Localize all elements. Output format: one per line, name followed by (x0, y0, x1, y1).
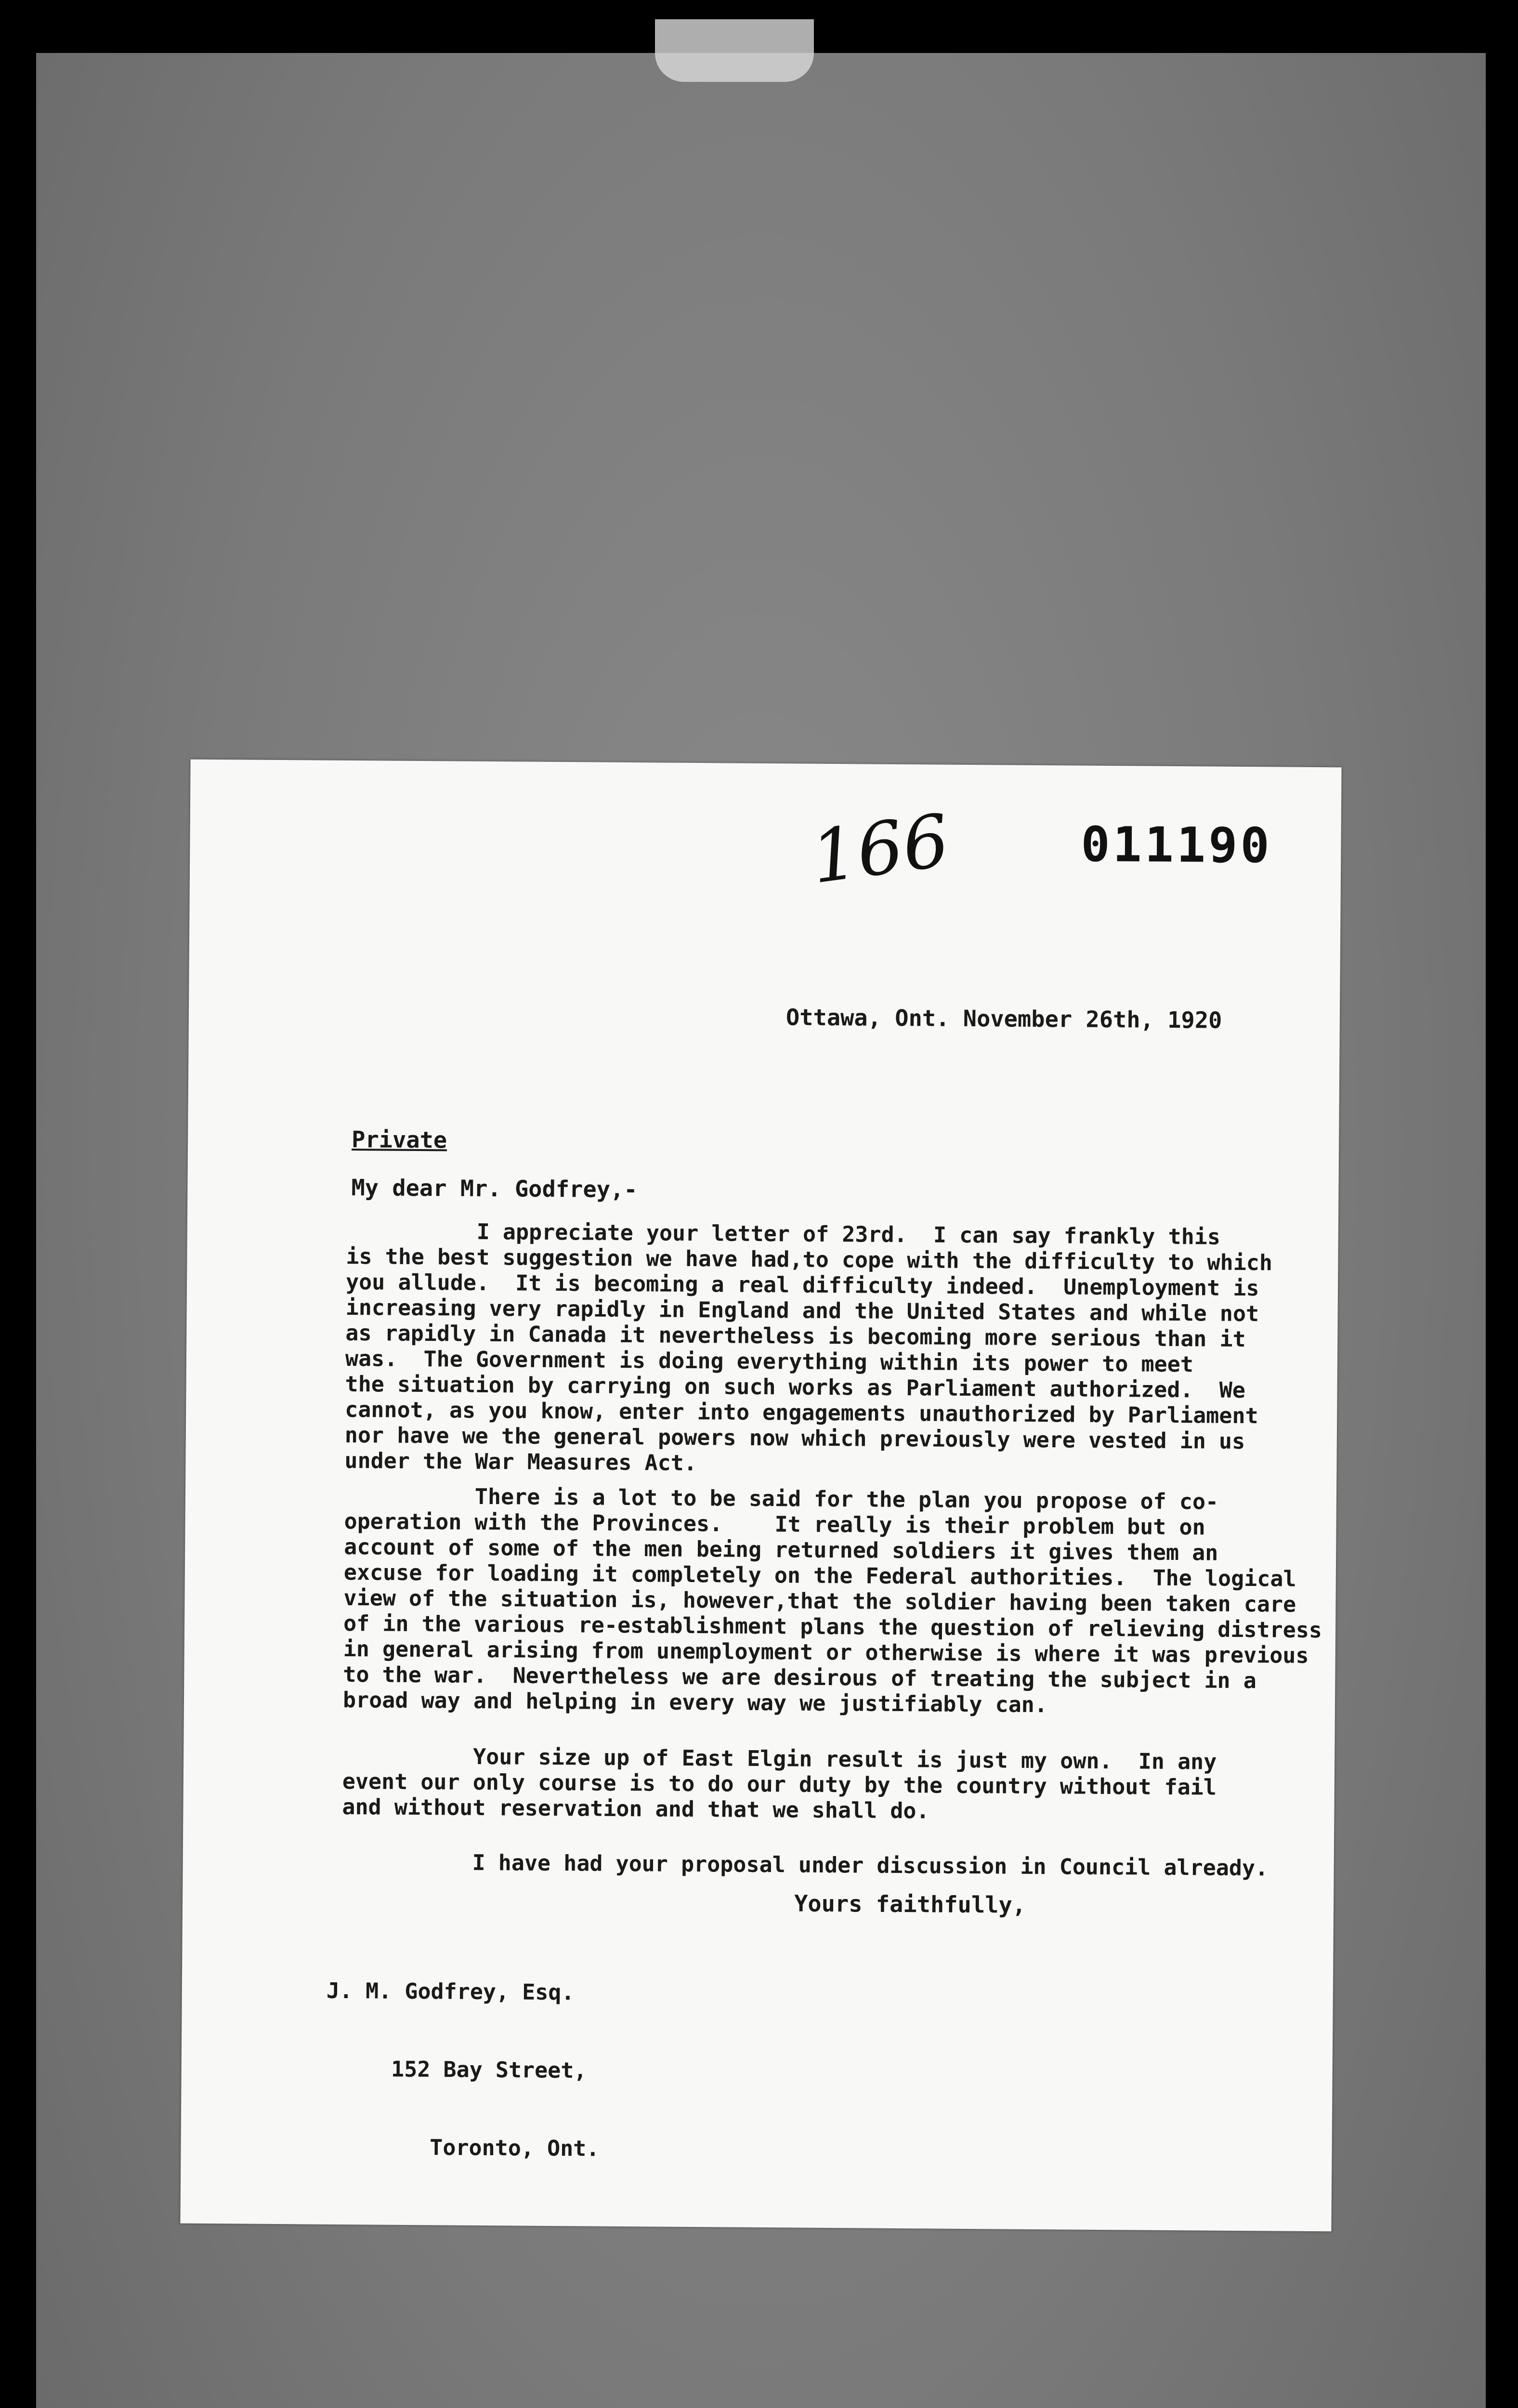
salutation: My dear Mr. Godfrey,- (351, 1175, 638, 1204)
body-paragraph-3: Your size up of East Elgin result is just my own. In any event our only course is to do our duty by the country without fail and without reservation and that we shall do. (342, 1742, 1217, 1824)
address-line-2: 152 Bay Street, (326, 2055, 587, 2083)
address-line-3: Toronto, Ont. (325, 2133, 600, 2161)
body-paragraph-2: There is a lot to be said for the plan you propose of co- operation with the Provinces. It really is their problem but on account of some of the men being returned soldiers it gives them an excuse for loading it completely on the Federal authorities. The logical view of the situation is, however,that the soldier having been taken care of in the various re-establishment plans the question of relieving distress in general arising from unemployment or otherwise is where it was previous to the war. Nevertheless we are desirous of treating the subject in a broad way and helping in every way we justifiably can. (342, 1482, 1322, 1718)
handwritten-page-number: 166 (806, 798, 954, 900)
body-paragraph-4: I have had your proposal under discussion in Council already. (341, 1848, 1269, 1881)
body-paragraph-1: I appreciate your letter of 23rd. I can say frankly this is the best suggestion we have had,to cope with the difficulty to which you allude. It is becoming a real difficulty indeed. Unemployment is increasing very rapidly in England and the United States and while not as rapidly in Canada it nevertheless is becoming more serious than it was. The Government is doing everything within its power to meet the situation by carrying on such works as Parliament authorized. We cannot, as you know, enter into engagements unauthorized by Parliament nor have we the general powers now which previously were vested in us under the War Measures Act. (344, 1217, 1273, 1476)
address-block (325, 1926, 601, 2214)
address-line-1: J. M. Godfrey, Esq. (326, 1977, 575, 2005)
closing: Yours faithfully, (794, 1890, 1026, 1919)
top-clip-tab (655, 19, 814, 82)
date-line: Ottawa, Ont. November 26th, 1920 (785, 1004, 1222, 1034)
document-number-stamp: 011190 (1081, 816, 1273, 874)
private-heading: Private (351, 1126, 447, 1154)
letter-page (180, 759, 1341, 2232)
